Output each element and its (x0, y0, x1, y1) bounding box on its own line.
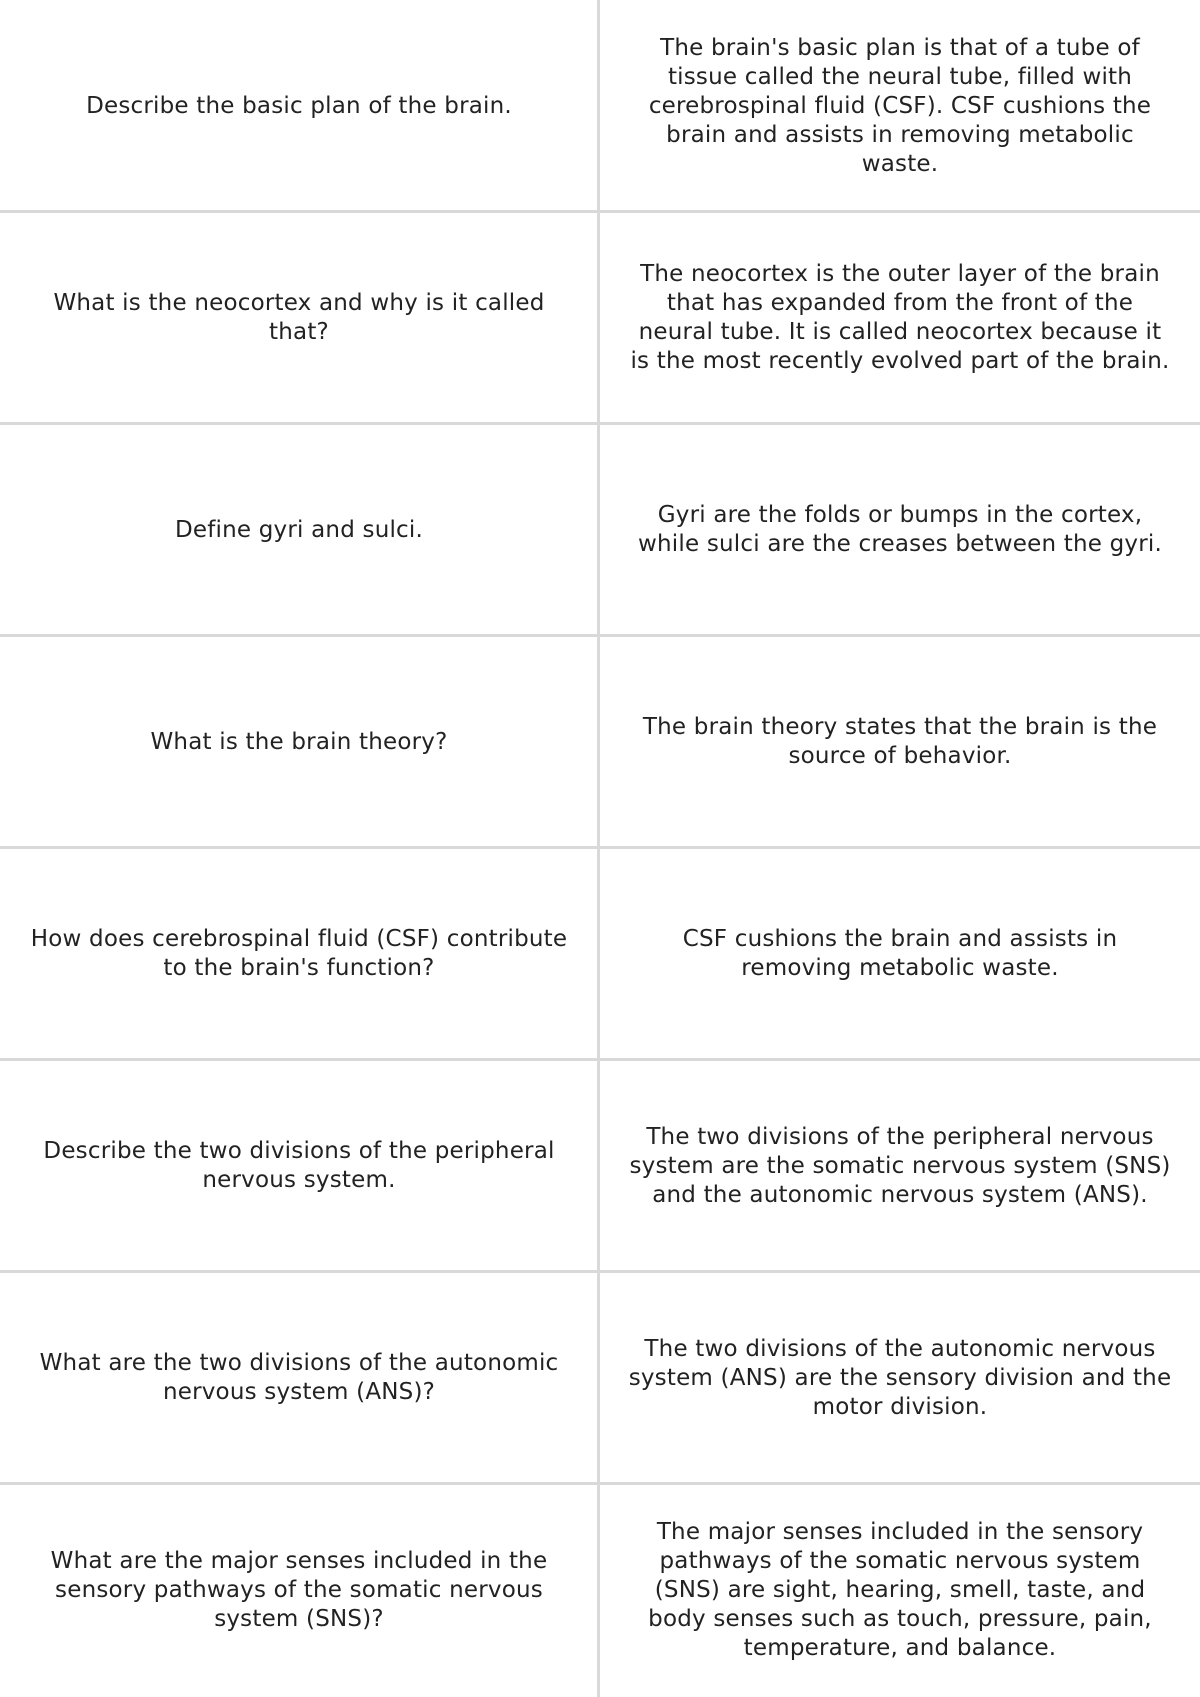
flashcard-row (0, 212, 1200, 424)
flashcard-row (0, 0, 1200, 212)
flashcard-row (0, 1060, 1200, 1272)
flashcard-question: What are the major senses included in the sensory pathways of the somatic nervous system (SNS)? (50, 1547, 548, 1632)
flashcard-answer: The brain's basic plan is that of a tube of tissue called the neural tube, filled with cerebrospinal fluid (CSF). CSF cushions the brain and assists in removing metabolic waste. (648, 34, 1152, 177)
row-divider (0, 1270, 1200, 1273)
flashcard-question: Describe the basic plan of the brain. (86, 92, 512, 119)
flashcard-answer: CSF cushions the brain and assists in removing metabolic waste. (682, 926, 1118, 981)
flashcard-row (0, 848, 1200, 1060)
flashcard-row (0, 1272, 1200, 1484)
flashcard-answer: Gyri are the folds or bumps in the cortex, while sulci are the creases between the gyri. (638, 502, 1162, 557)
flashcard-row (0, 636, 1200, 848)
flashcard-row (0, 1484, 1200, 1696)
row-divider (0, 634, 1200, 637)
flashcard-question: Describe the two divisions of the peripheral nervous system. (43, 1138, 555, 1193)
row-divider (0, 1482, 1200, 1485)
flashcard-answer: The brain theory states that the brain is the source of behavior. (642, 714, 1158, 769)
flashcard-question: What are the two divisions of the autonomic nervous system (ANS)? (39, 1350, 559, 1405)
flashcard-answer: The neocortex is the outer layer of the brain that has expanded from the front of the neural tube. It is called neocortex because it is the most recently evolved part of the brain. (630, 261, 1170, 374)
flashcard-question: How does cerebrospinal fluid (CSF) contribute to the brain's function? (30, 926, 568, 981)
flashcard-row (0, 424, 1200, 636)
flashcard-answer: The major senses included in the sensory pathways of the somatic nervous system (SNS) are sight, hearing, smell, taste, and body senses such as touch, pressure, pain, temperature, and balance. (648, 1518, 1152, 1661)
row-divider (0, 846, 1200, 849)
flashcard-question: What is the brain theory? (150, 728, 448, 755)
row-divider (0, 210, 1200, 213)
flashcard-answer: The two divisions of the peripheral nervous system are the somatic nervous system (SNS) and the autonomic nervous system (ANS). (629, 1123, 1171, 1208)
row-divider (0, 422, 1200, 425)
flashcard-question: What is the neocortex and why is it called that? (53, 290, 545, 345)
row-divider (0, 1058, 1200, 1061)
flashcard-answer: The two divisions of the autonomic nervous system (ANS) are the sensory division and the motor division. (628, 1335, 1172, 1420)
flashcard-question: Define gyri and sulci. (174, 516, 424, 543)
